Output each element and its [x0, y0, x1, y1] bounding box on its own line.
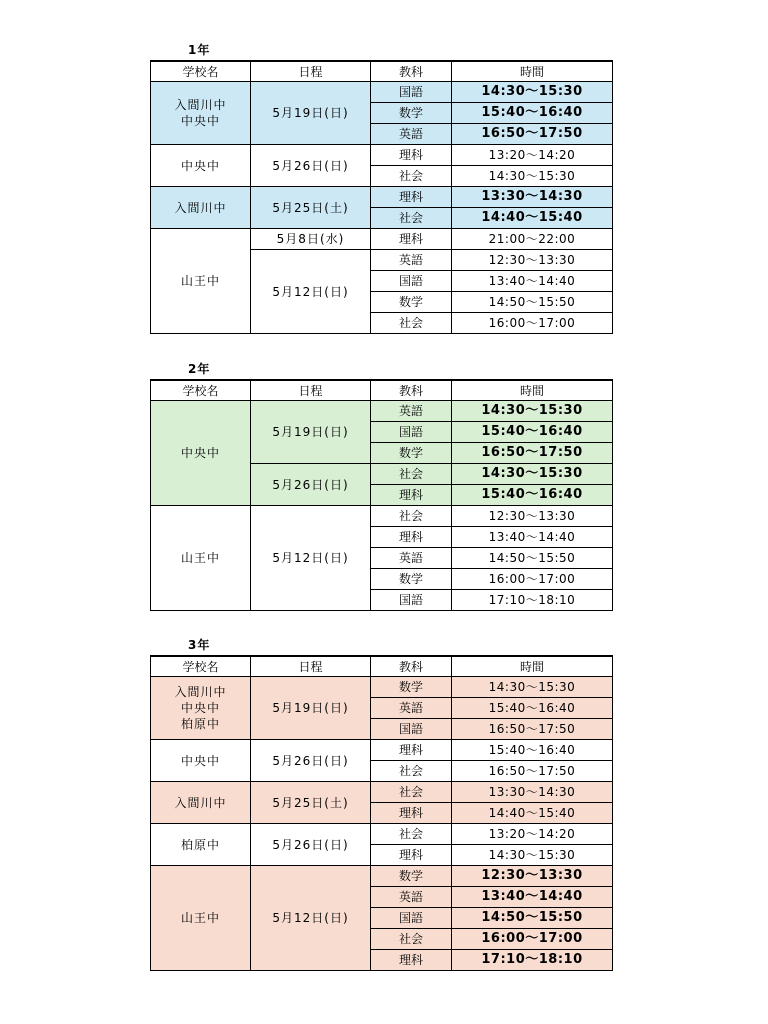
table-row	[151, 229, 613, 250]
time-cell: 21:00～22:00	[452, 229, 613, 250]
time-cell: 17:10～18:10	[452, 950, 613, 971]
table-row	[151, 82, 613, 103]
subject-cell: 国語	[371, 422, 452, 443]
table-row	[151, 740, 613, 761]
header-school: 学校名	[151, 61, 251, 82]
subject-cell: 国語	[371, 719, 452, 740]
time-cell: 14:30～15:30	[452, 845, 613, 866]
header-date: 日程	[251, 656, 371, 677]
time-cell: 17:10～18:10	[452, 590, 613, 611]
subject-cell: 数学	[371, 103, 452, 124]
table-header-row	[151, 380, 613, 401]
subject-cell: 理科	[371, 145, 452, 166]
subject-cell: 社会	[371, 761, 452, 782]
school-cell: 山王中	[151, 866, 251, 971]
school-cell: 柏原中	[151, 824, 251, 866]
time-cell: 14:30～15:30	[452, 464, 613, 485]
date-cell: 5月26日(日)	[251, 145, 371, 187]
grade-2-schedule-table	[150, 379, 613, 611]
time-cell: 13:40～14:40	[452, 527, 613, 548]
time-cell: 15:40～16:40	[452, 485, 613, 506]
date-cell: 5月25日(土)	[251, 782, 371, 824]
table-row	[151, 824, 613, 845]
header-subject: 教科	[371, 380, 452, 401]
time-cell: 12:30～13:30	[452, 866, 613, 887]
time-cell: 16:50～17:50	[452, 761, 613, 782]
subject-cell: 英語	[371, 887, 452, 908]
subject-cell: 社会	[371, 313, 452, 334]
time-cell: 14:50～15:50	[452, 292, 613, 313]
time-cell: 14:30～15:30	[452, 166, 613, 187]
header-school: 学校名	[151, 380, 251, 401]
time-cell: 15:40～16:40	[452, 422, 613, 443]
grade-1-schedule-table	[150, 60, 613, 334]
time-cell: 16:00～17:00	[452, 569, 613, 590]
table-row	[151, 187, 613, 208]
school-cell: 山王中	[151, 229, 251, 334]
time-cell: 14:40～15:40	[452, 208, 613, 229]
time-cell: 13:20～14:20	[452, 824, 613, 845]
date-cell: 5月19日(日)	[251, 677, 371, 740]
school-cell: 山王中	[151, 506, 251, 611]
date-cell: 5月26日(日)	[251, 740, 371, 782]
time-cell: 14:30～15:30	[452, 401, 613, 422]
date-cell: 5月12日(日)	[251, 250, 371, 334]
time-cell: 16:50～17:50	[452, 443, 613, 464]
subject-cell: 理科	[371, 187, 452, 208]
grade-2-title: 2年	[188, 362, 211, 376]
subject-cell: 英語	[371, 698, 452, 719]
subject-cell: 英語	[371, 124, 452, 145]
subject-cell: 数学	[371, 569, 452, 590]
subject-cell: 数学	[371, 866, 452, 887]
table-row	[151, 506, 613, 527]
table-row	[151, 866, 613, 887]
header-subject: 教科	[371, 61, 452, 82]
header-time: 時間	[452, 656, 613, 677]
school-cell: 中央中	[151, 740, 251, 782]
subject-cell: 国語	[371, 908, 452, 929]
header-date: 日程	[251, 380, 371, 401]
school-cell: 中央中	[151, 145, 251, 187]
subject-cell: 理科	[371, 527, 452, 548]
header-school: 学校名	[151, 656, 251, 677]
time-cell: 14:40～15:40	[452, 803, 613, 824]
subject-cell: 社会	[371, 208, 452, 229]
school-cell: 入間川中	[151, 187, 251, 229]
table-header-row	[151, 656, 613, 677]
grade-1-title: 1年	[188, 43, 211, 57]
table-row	[151, 677, 613, 698]
time-cell: 13:30～14:30	[452, 187, 613, 208]
time-cell: 16:50～17:50	[452, 124, 613, 145]
date-cell: 5月25日(土)	[251, 187, 371, 229]
subject-cell: 国語	[371, 82, 452, 103]
header-time: 時間	[452, 380, 613, 401]
subject-cell: 理科	[371, 485, 452, 506]
subject-cell: 国語	[371, 590, 452, 611]
subject-cell: 英語	[371, 548, 452, 569]
time-cell: 15:40～16:40	[452, 740, 613, 761]
table-row	[151, 145, 613, 166]
time-cell: 15:40～16:40	[452, 103, 613, 124]
header-date: 日程	[251, 61, 371, 82]
time-cell: 16:00～17:00	[452, 929, 613, 950]
school-cell: 中央中	[151, 401, 251, 506]
subject-cell: 理科	[371, 229, 452, 250]
time-cell: 15:40～16:40	[452, 698, 613, 719]
time-cell: 13:20～14:20	[452, 145, 613, 166]
date-cell: 5月26日(日)	[251, 464, 371, 506]
table-row	[151, 782, 613, 803]
subject-cell: 数学	[371, 677, 452, 698]
date-cell: 5月12日(日)	[251, 506, 371, 611]
date-cell: 5月26日(日)	[251, 824, 371, 866]
time-cell: 13:40～14:40	[452, 887, 613, 908]
time-cell: 12:30～13:30	[452, 506, 613, 527]
header-time: 時間	[452, 61, 613, 82]
date-cell: 5月8日(水)	[251, 229, 371, 250]
date-cell: 5月12日(日)	[251, 866, 371, 971]
time-cell: 16:00～17:00	[452, 313, 613, 334]
subject-cell: 理科	[371, 845, 452, 866]
grade-3-title: 3年	[188, 638, 211, 652]
subject-cell: 理科	[371, 950, 452, 971]
subject-cell: 英語	[371, 250, 452, 271]
table-row	[151, 401, 613, 422]
subject-cell: 社会	[371, 929, 452, 950]
subject-cell: 英語	[371, 401, 452, 422]
subject-cell: 社会	[371, 166, 452, 187]
grade-3-schedule-table	[150, 655, 613, 971]
subject-cell: 社会	[371, 824, 452, 845]
header-subject: 教科	[371, 656, 452, 677]
time-cell: 13:40～14:40	[452, 271, 613, 292]
subject-cell: 社会	[371, 782, 452, 803]
table-header-row	[151, 61, 613, 82]
subject-cell: 社会	[371, 464, 452, 485]
subject-cell: 理科	[371, 803, 452, 824]
school-cell: 入間川中 中央中 柏原中	[151, 677, 251, 740]
time-cell: 14:30～15:30	[452, 82, 613, 103]
time-cell: 14:50～15:50	[452, 548, 613, 569]
subject-cell: 社会	[371, 506, 452, 527]
subject-cell: 理科	[371, 740, 452, 761]
time-cell: 12:30～13:30	[452, 250, 613, 271]
time-cell: 13:30～14:30	[452, 782, 613, 803]
school-cell: 入間川中	[151, 782, 251, 824]
time-cell: 14:50～15:50	[452, 908, 613, 929]
time-cell: 14:30～15:30	[452, 677, 613, 698]
subject-cell: 数学	[371, 292, 452, 313]
time-cell: 16:50～17:50	[452, 719, 613, 740]
subject-cell: 国語	[371, 271, 452, 292]
school-cell: 入間川中 中央中	[151, 82, 251, 145]
date-cell: 5月19日(日)	[251, 401, 371, 464]
subject-cell: 数学	[371, 443, 452, 464]
date-cell: 5月19日(日)	[251, 82, 371, 145]
